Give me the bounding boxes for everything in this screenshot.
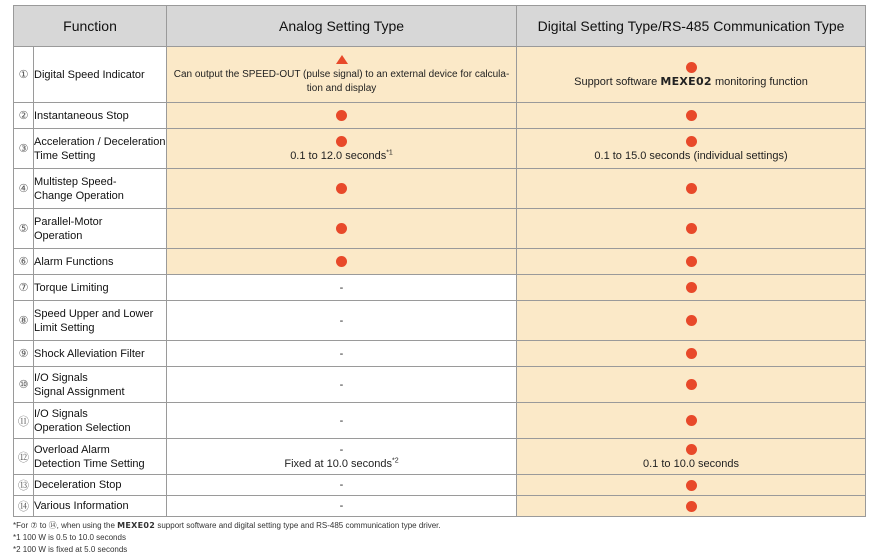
- analog-cell: [167, 103, 517, 129]
- filled-circle-icon: [686, 136, 697, 147]
- analog-cell: -: [167, 341, 517, 367]
- table-row: [14, 103, 866, 129]
- digital-note: 0.1 to 15.0 seconds (individual settings): [594, 149, 788, 162]
- footnote-text: ⑦: [30, 521, 38, 530]
- function-name: Various Information: [34, 496, 167, 517]
- function-name-line: Signal Assignment: [34, 385, 125, 398]
- function-name: Torque Limiting: [34, 275, 167, 301]
- analog-cell: -: [167, 496, 517, 517]
- table-row: [14, 341, 866, 367]
- analog-note: Can output the SPEED-OUT (pulse signal) to an external device for calcula-: [173, 68, 510, 80]
- table-row: [14, 439, 866, 475]
- analog-cell: [167, 129, 517, 169]
- digital-cell: [517, 103, 866, 129]
- brand-name: MEXE02: [660, 74, 712, 88]
- table-row: [14, 496, 866, 517]
- filled-circle-icon: [686, 183, 697, 194]
- row-number: ⑤: [14, 209, 34, 249]
- filled-circle-icon: [336, 223, 347, 234]
- function-name: Digital Speed Indicator: [34, 47, 167, 103]
- table-header-row: [14, 6, 866, 47]
- table-row: [14, 47, 866, 103]
- function-name-line: Acceleration / Deceleration: [34, 135, 166, 148]
- digital-note: 0.1 to 10.0 seconds: [643, 457, 740, 470]
- triangle-icon: [336, 55, 348, 64]
- function-name-line: Time Setting: [34, 149, 96, 162]
- function-name: Instantaneous Stop: [34, 103, 167, 129]
- table-row: [14, 403, 866, 439]
- row-number: ⑭: [14, 496, 34, 517]
- function-name: Deceleration Stop: [34, 475, 167, 496]
- filled-circle-icon: [686, 256, 697, 267]
- digital-cell: [517, 341, 866, 367]
- row-number: ②: [14, 103, 34, 129]
- analog-cell: -: [167, 403, 517, 439]
- digital-cell: [517, 209, 866, 249]
- note-text: monitoring function: [711, 75, 808, 88]
- footnote-ref: *2: [392, 456, 399, 464]
- note-text: 0.1 to 12.0 seconds: [290, 149, 387, 162]
- footnote-general: [13, 520, 441, 532]
- function-name-line: I/O Signals: [34, 371, 88, 384]
- header-function: Function: [14, 6, 167, 47]
- row-number: ⑩: [14, 367, 34, 403]
- digital-cell: [517, 275, 866, 301]
- filled-circle-icon: [686, 415, 697, 426]
- function-name-line: Operation Selection: [34, 421, 131, 434]
- function-name: Alarm Functions: [34, 249, 167, 275]
- filled-circle-icon: [686, 501, 697, 512]
- analog-cell: -: [167, 301, 517, 341]
- function-name: [34, 367, 167, 403]
- digital-cell: [517, 496, 866, 517]
- function-name: Shock Alleviation Filter: [34, 341, 167, 367]
- analog-cell: [167, 169, 517, 209]
- function-name-line: I/O Signals: [34, 407, 88, 420]
- table-row: [14, 367, 866, 403]
- function-name-line: Multistep Speed-: [34, 175, 117, 188]
- analog-note: tion and display: [306, 82, 377, 94]
- table-row: [14, 301, 866, 341]
- filled-circle-icon: [336, 183, 347, 194]
- footnote-1: *1 100 W is 0.5 to 10.0 seconds: [13, 533, 126, 542]
- digital-cell: [517, 403, 866, 439]
- table-row: [14, 249, 866, 275]
- row-number: ①: [14, 47, 34, 103]
- filled-circle-icon: [686, 62, 697, 73]
- header-digital: Digital Setting Type/RS-485 Communication Type: [517, 6, 866, 47]
- filled-circle-icon: [686, 480, 697, 491]
- digital-note: [517, 75, 865, 89]
- filled-circle-icon: [336, 256, 347, 267]
- digital-cell: [517, 367, 866, 403]
- analog-cell: -: [167, 475, 517, 496]
- footnote-text: *For: [13, 521, 31, 530]
- table-row: [14, 275, 866, 301]
- digital-cell: [517, 475, 866, 496]
- analog-cell: [167, 47, 517, 103]
- function-name-line: Detection Time Setting: [34, 457, 145, 470]
- footnote-text: ⑭: [48, 521, 57, 530]
- analog-dash: -: [339, 443, 344, 456]
- function-name-line: Speed Upper and Lower: [34, 307, 154, 320]
- analog-cell: [167, 439, 517, 475]
- analog-cell: [167, 209, 517, 249]
- analog-cell: -: [167, 275, 517, 301]
- row-number: ③: [14, 129, 34, 169]
- filled-circle-icon: [686, 348, 697, 359]
- function-name: [34, 169, 167, 209]
- digital-cell: [517, 301, 866, 341]
- filled-circle-icon: [686, 282, 697, 293]
- digital-cell: [517, 249, 866, 275]
- function-name-line: Change Operation: [34, 189, 124, 202]
- analog-cell: [167, 249, 517, 275]
- table-row: [14, 209, 866, 249]
- digital-cell: [517, 47, 866, 103]
- filled-circle-icon: [686, 444, 697, 455]
- row-number: ⑧: [14, 301, 34, 341]
- filled-circle-icon: [336, 136, 347, 147]
- row-number: ⑨: [14, 341, 34, 367]
- analog-note: [167, 149, 516, 163]
- filled-circle-icon: [686, 223, 697, 234]
- note-text: Fixed at 10.0 seconds: [284, 457, 393, 470]
- row-number: ⑬: [14, 475, 34, 496]
- note-text: Support software: [574, 75, 661, 88]
- header-analog: Analog Setting Type: [167, 6, 517, 47]
- brand-name: MEXE02: [117, 521, 156, 530]
- function-name: [34, 439, 167, 475]
- analog-note: [167, 457, 516, 471]
- footnote-text: to: [37, 521, 49, 530]
- row-number: ⑥: [14, 249, 34, 275]
- filled-circle-icon: [686, 379, 697, 390]
- digital-cell: [517, 129, 866, 169]
- table-row: [14, 475, 866, 496]
- function-comparison-table: [13, 5, 866, 517]
- function-name: [34, 129, 167, 169]
- function-name: [34, 209, 167, 249]
- function-name: [34, 301, 167, 341]
- filled-circle-icon: [686, 110, 697, 121]
- row-number: ⑫: [14, 439, 34, 475]
- row-number: ⑦: [14, 275, 34, 301]
- filled-circle-icon: [336, 110, 347, 121]
- function-name-line: Limit Setting: [34, 321, 95, 334]
- filled-circle-icon: [686, 315, 697, 326]
- footnote-2: *2 100 W is fixed at 5.0 seconds: [13, 545, 128, 554]
- row-number: ④: [14, 169, 34, 209]
- function-name: [34, 403, 167, 439]
- footnote-ref: *1: [386, 148, 393, 156]
- function-name-line: Parallel-Motor: [34, 215, 103, 228]
- function-name-line: Overload Alarm: [34, 443, 110, 456]
- table-row: [14, 129, 866, 169]
- footnotes: [13, 520, 441, 556]
- digital-cell: [517, 169, 866, 209]
- footnote-text: , when using the: [56, 521, 118, 530]
- analog-cell: -: [167, 367, 517, 403]
- row-number: ⑪: [14, 403, 34, 439]
- table-row: [14, 169, 866, 209]
- function-name-line: Operation: [34, 229, 83, 242]
- digital-cell: [517, 439, 866, 475]
- footnote-text: support software and digital setting type and RS-485 communication type driver.: [155, 521, 441, 530]
